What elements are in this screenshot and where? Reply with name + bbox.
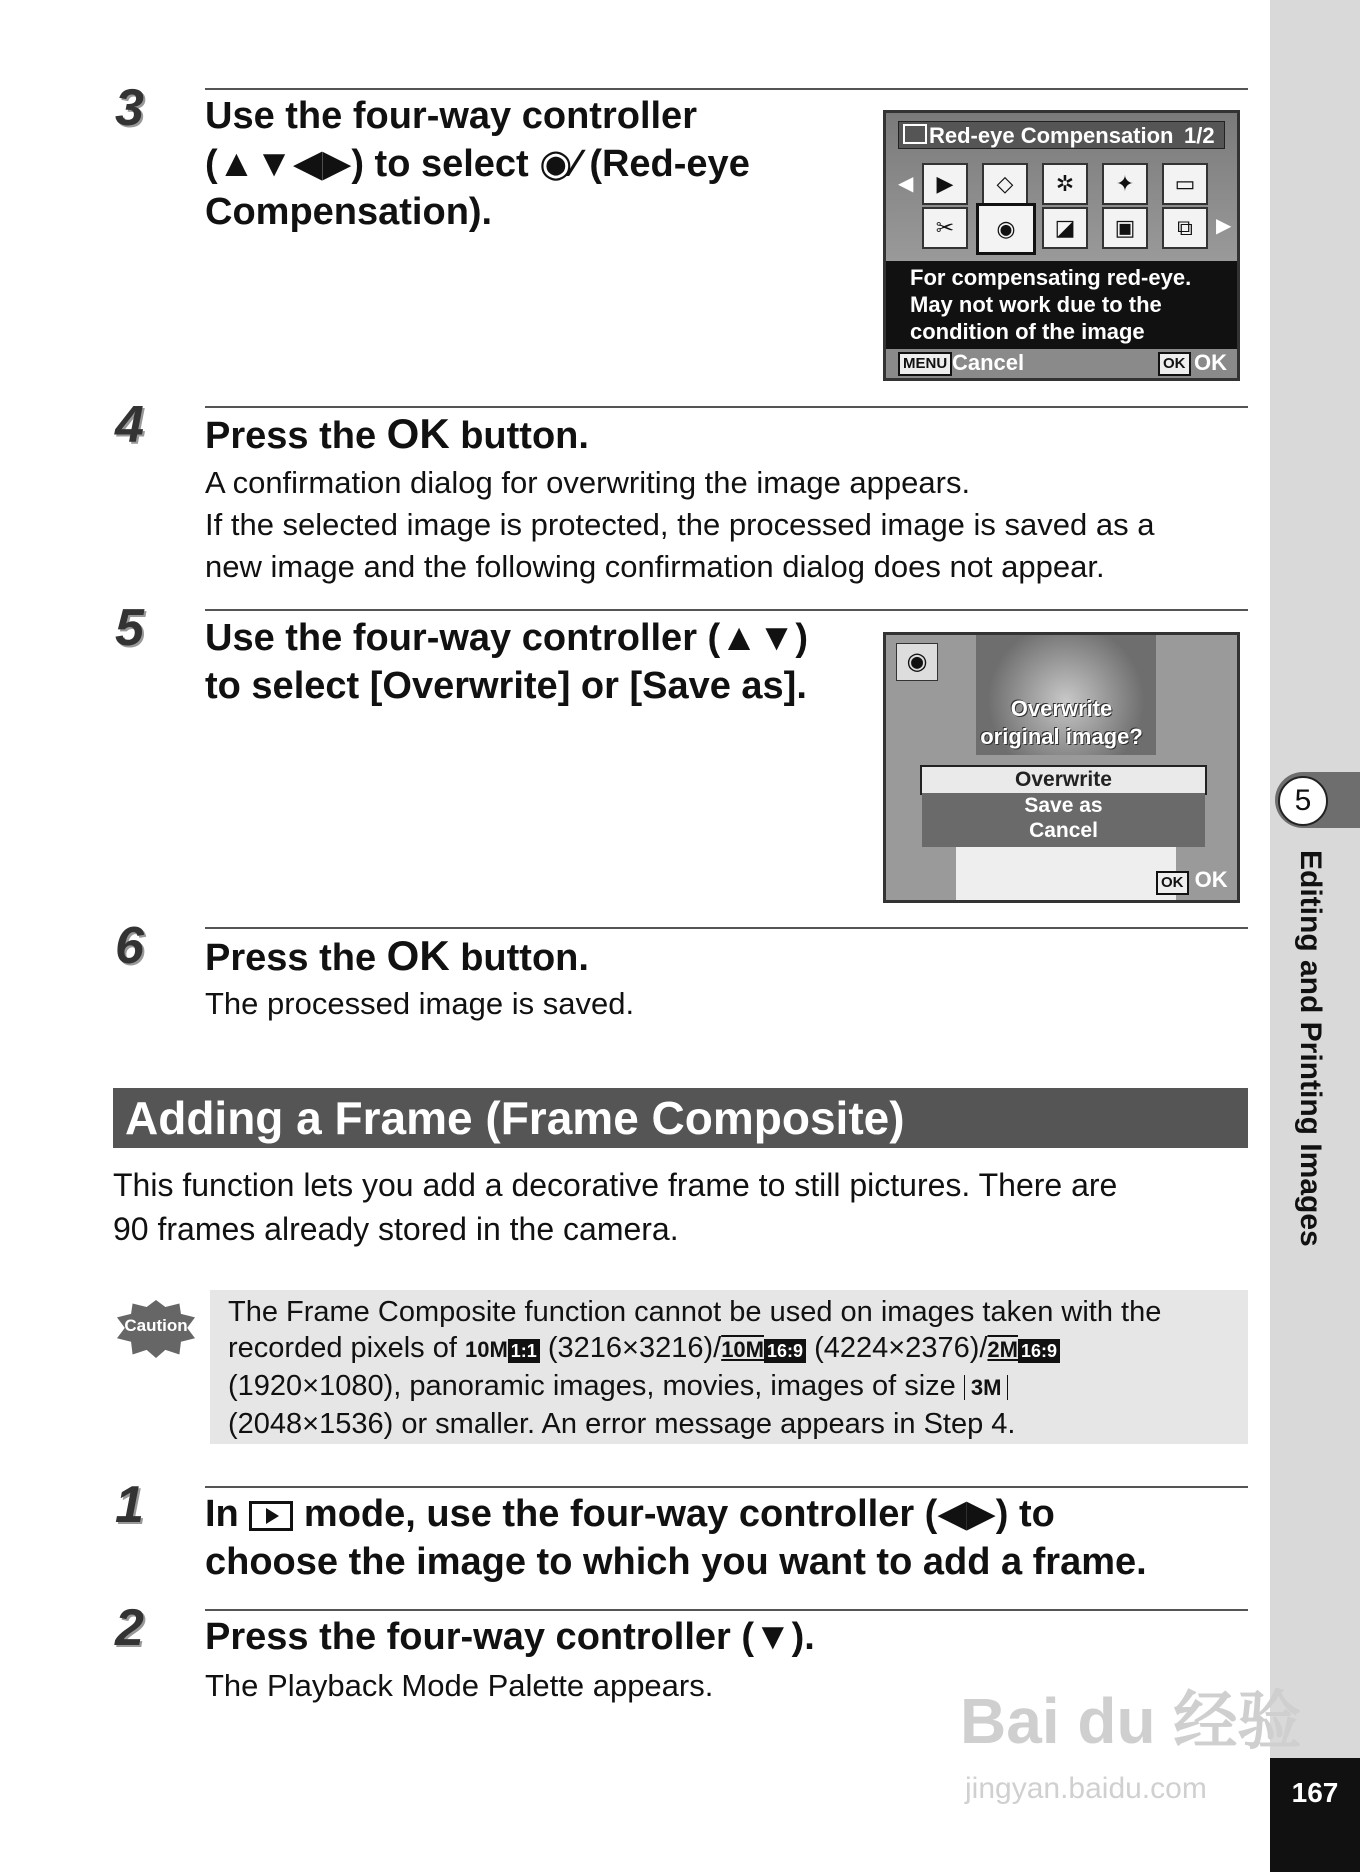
step-title-text: mode, use the four-way controller (◀▶) to: [303, 1493, 1055, 1535]
caution-fragment: (1920×1080), panoramic images, movies, images of size: [228, 1370, 956, 1402]
screen-title-bar: [898, 121, 1225, 149]
size-icon-10m: 10M: [464, 1337, 508, 1362]
screen-message-line: May not work due to the: [910, 292, 1162, 317]
ok-label: OK: [1194, 350, 1227, 375]
step-title: [205, 410, 589, 460]
cancel-label: Cancel: [952, 350, 1025, 375]
caution-box: [210, 1290, 1248, 1444]
body-line: A confirmation dialog for overwriting the image appears.: [205, 465, 971, 500]
divider: [205, 88, 1248, 90]
baidu-watermark-url: jingyan.baidu.com: [965, 1772, 1207, 1805]
ok-key: OK: [1156, 871, 1189, 895]
body-line: If the selected image is protected, the processed image is saved as a: [205, 507, 1155, 542]
filter-icon: ✲: [1042, 163, 1088, 205]
size-icon-3m: 3M: [964, 1375, 1009, 1400]
overwrite-option[interactable]: Overwrite: [920, 765, 1207, 795]
ok-button-glyph: OK: [386, 932, 450, 979]
step-title-line: to select [Overwrite] or [Save as].: [205, 665, 807, 707]
baidu-watermark: Bai du 经验: [960, 1685, 1302, 1757]
step-number: 6: [115, 917, 144, 975]
caution-fragment: recorded pixels of: [228, 1332, 457, 1364]
screen-message: [886, 261, 1237, 351]
screen-message-line: condition of the image: [910, 319, 1145, 344]
cancel-option[interactable]: Cancel: [1029, 819, 1098, 842]
intro-line: This function lets you add a decorative frame to still pictures. There are: [113, 1167, 1118, 1203]
dialog-question-line: Overwrite: [1010, 696, 1113, 721]
step-title: [205, 1490, 1147, 1586]
step-title: [205, 932, 589, 982]
caution-fragment: (3216×3216)/: [547, 1332, 722, 1364]
step-title: [205, 92, 750, 236]
step-title: [205, 614, 808, 710]
aspect-icon-16-9: 16:9: [1018, 1339, 1060, 1363]
step-title-line: Compensation).: [205, 191, 493, 233]
arrow-right-icon: ▶: [1216, 215, 1232, 237]
size-icon-10m: 10M: [721, 1337, 764, 1362]
caution-fragment: (4224×2376)/: [814, 1332, 988, 1364]
ok-label: OK: [1194, 867, 1228, 892]
divider: [205, 1609, 1248, 1611]
screen-page: 1/2: [1184, 123, 1215, 148]
step-title-line: Use the four-way controller (▲▼): [205, 617, 809, 659]
step-title-line: [205, 1490, 1147, 1538]
caution-badge: Caution: [124, 1316, 188, 1335]
page-number: 167: [1270, 1758, 1360, 1872]
aspect-icon-1-1: 1:1: [508, 1339, 540, 1363]
divider: [205, 406, 1248, 408]
rotate-icon: ◇: [982, 163, 1028, 205]
chapter-label: Editing and Printing Images: [1294, 850, 1327, 1247]
crop-icon: ◪: [1042, 207, 1088, 249]
playback-icon: ▶: [922, 163, 968, 205]
section-intro: [113, 1163, 1117, 1251]
ok-key: OK: [1158, 352, 1191, 376]
intro-line: 90 frames already stored in the camera.: [113, 1211, 679, 1247]
screen-message-line: For compensating red-eye.: [910, 265, 1192, 290]
step-title-line: choose the image to which you want to add a frame.: [205, 1541, 1147, 1583]
step-body: The processed image is saved.: [205, 986, 635, 1021]
step-number: 4: [115, 396, 144, 454]
step-body: [205, 462, 1154, 588]
step-number: 3: [115, 79, 144, 137]
section-title: Adding a Frame (Frame Composite): [113, 1088, 1248, 1148]
screen-title: Red-eye Compensation: [929, 123, 1174, 148]
step-title-text: Press the: [205, 415, 377, 457]
chapter-number: 5: [1278, 776, 1328, 826]
ok-button-glyph: OK: [386, 410, 450, 457]
step-body: The Playback Mode Palette appears.: [205, 1668, 714, 1703]
playback-icon: [249, 1501, 293, 1531]
red-eye-icon: ◉: [976, 203, 1036, 255]
caution-line: [228, 1330, 1230, 1368]
divider: [205, 1486, 1248, 1488]
aspect-icon-16-9: 16:9: [764, 1339, 806, 1363]
screen-ok: [1156, 867, 1228, 895]
menu-key: MENU: [898, 352, 952, 376]
divider: [205, 609, 1248, 611]
body-line: new image and the following confirmation dialog does not appear.: [205, 549, 1105, 584]
step-title: Press the four-way controller (▼).: [205, 1616, 815, 1658]
caution-text: [210, 1290, 1248, 1446]
playback-icon: [903, 124, 927, 144]
arrow-left-icon: ◀: [898, 173, 914, 195]
camera-screen-dialog: [883, 632, 1240, 903]
dialog-question-line: original image?: [980, 724, 1143, 749]
size-icon-2m: 2M: [987, 1337, 1018, 1362]
copy-icon: ⧉: [1162, 207, 1208, 249]
step-title-text: In: [205, 1493, 239, 1535]
magic-icon: ✦: [1102, 163, 1148, 205]
dialog-question: [886, 695, 1237, 751]
camera-screen-menu: [883, 110, 1240, 381]
step-title-text: button.: [460, 415, 589, 457]
slideshow-icon: ▭: [1162, 163, 1208, 205]
red-eye-icon: ◉: [896, 643, 938, 681]
step-number: 5: [115, 599, 144, 657]
step-title-text: Press the: [205, 937, 377, 979]
caution-line: (2048×1536) or smaller. An error message appears in Step 4.: [228, 1408, 1016, 1440]
step-number: 2: [115, 1599, 144, 1657]
dialog-options: [922, 793, 1205, 847]
resize-icon: ✂: [922, 207, 968, 249]
screen-bottom-bar: [886, 349, 1237, 378]
step-number: 1: [115, 1476, 144, 1534]
save-as-option[interactable]: Save as: [1024, 794, 1103, 817]
step-title-line: Use the four-way controller: [205, 95, 697, 137]
step-title-line: (▲▼◀▶) to select ◉⁄ (Red-eye: [205, 143, 750, 185]
frame-icon: ▣: [1102, 207, 1148, 249]
divider: [205, 927, 1248, 929]
step-title-text: button.: [460, 937, 589, 979]
caution-line: [228, 1368, 1230, 1406]
caution-line: The Frame Composite function cannot be used on images taken with the: [228, 1296, 1162, 1328]
